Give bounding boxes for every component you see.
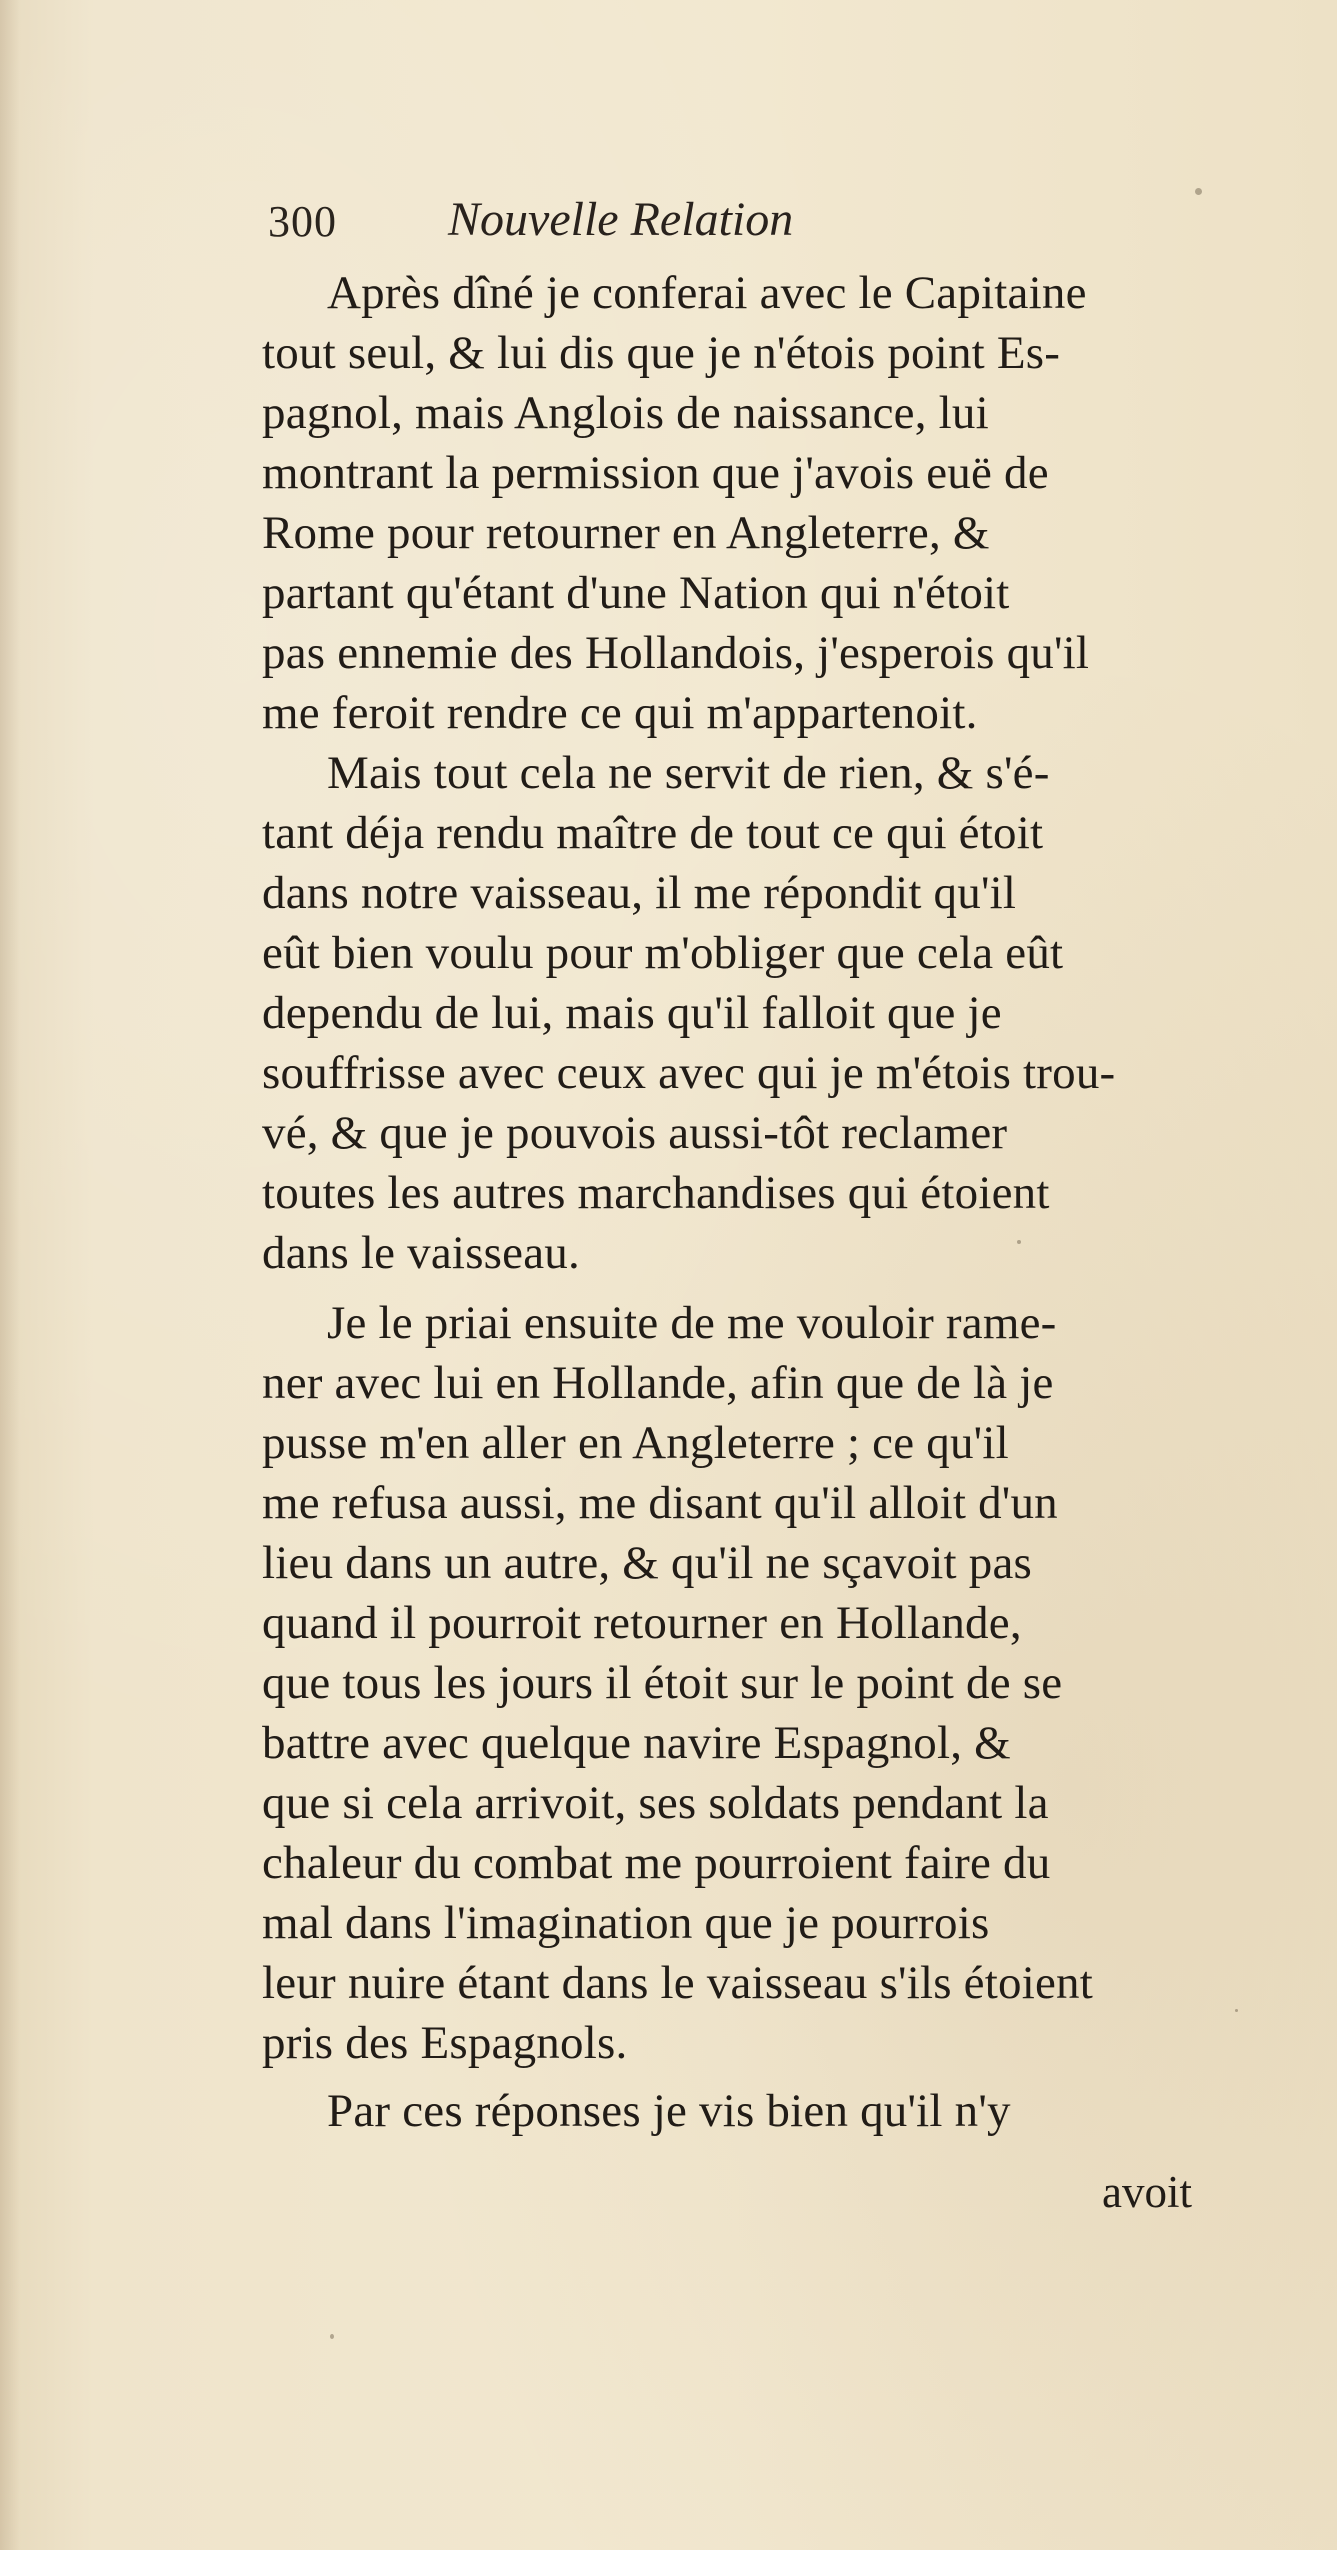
text-line: montrant la permission que j'avois euë de [262,447,1049,499]
text-line: tant déja rendu maître de tout ce qui étoit [262,807,1044,859]
catchword: avoit [1102,2167,1192,2217]
text-line: toutes les autres marchandises qui étoient [262,1167,1050,1219]
text-line: Je le priai ensuite de me vouloir rame- [327,1297,1057,1349]
text-line: pas ennemie des Hollandois, j'esperois qu'il [262,627,1090,679]
page-header [268,193,1108,256]
text-line: pusse m'en aller en Angleterre ; ce qu'il [262,1417,1009,1469]
text-line: pagnol, mais Anglois de naissance, lui [262,387,989,439]
text-line: lieu dans un autre, & qu'il ne sçavoit pas [262,1537,1032,1589]
text-line: vé, & que je pouvois aussi-tôt reclamer [262,1107,1008,1159]
text-line: que si cela arrivoit, ses soldats pendant la [262,1777,1049,1829]
text-line: mal dans l'imagination que je pourrois [262,1897,990,1949]
text-line: dans notre vaisseau, il me répondit qu'il [262,867,1017,919]
paper-speck [1195,188,1202,195]
text-line: dependu de lui, mais qu'il falloit que je [262,987,1002,1039]
text-line: battre avec quelque navire Espagnol, & [262,1717,1011,1769]
text-line: que tous les jours il étoit sur le point de se [262,1657,1063,1709]
text-line: tout seul, & lui dis que je n'étois point Es- [262,327,1061,379]
text-line: quand il pourroit retourner en Hollande, [262,1597,1022,1649]
text-line: Après dîné je conferai avec le Capitaine [327,267,1087,319]
text-line: partant qu'étant d'une Nation qui n'étoit [262,567,1010,619]
text-line: me refusa aussi, me disant qu'il alloit d'un [262,1477,1058,1529]
running-title: Nouvelle Relation [448,193,794,246]
text-line: souffrisse avec ceux avec qui je m'étois trou- [262,1047,1116,1099]
text-line: dans le vaisseau. [262,1227,580,1279]
page-gutter-shadow [0,0,20,2550]
text-line: ner avec lui en Hollande, afin que de là je [262,1357,1054,1409]
paper-speck [330,2334,334,2339]
text-line: Par ces réponses je vis bien qu'il n'y [327,2085,1011,2137]
text-line: Mais tout cela ne servit de rien, & s'é- [327,747,1050,799]
text-line: pris des Espagnols. [262,2017,628,2069]
text-line: chaleur du combat me pourroient faire du [262,1837,1051,1889]
text-line: eût bien voulu pour m'obliger que cela eût [262,927,1064,979]
text-line: leur nuire étant dans le vaisseau s'ils étoient [262,1957,1093,2009]
text-line: me feroit rendre ce qui m'appartenoit. [262,687,978,739]
page-number: 300 [268,197,337,246]
text-line: Rome pour retourner en Angleterre, & [262,507,990,559]
